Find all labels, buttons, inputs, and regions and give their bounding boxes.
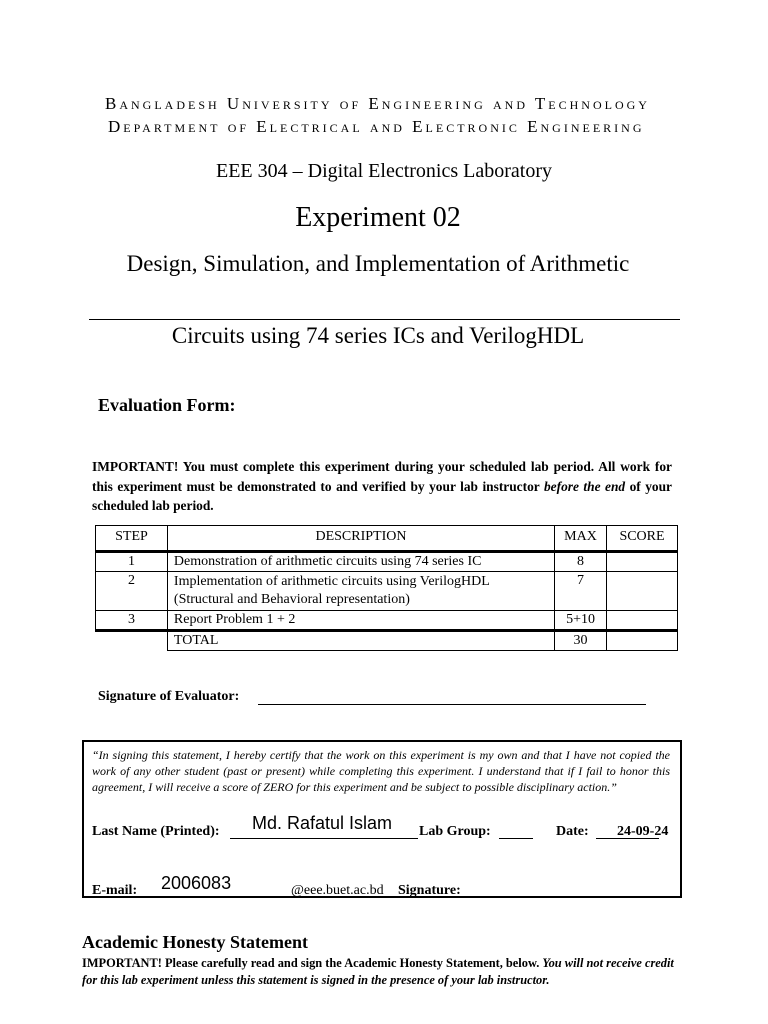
score-cell[interactable] <box>607 611 678 631</box>
lab-group-line[interactable] <box>499 838 533 839</box>
experiment-title-line2: Circuits using 74 series ICs and VerilogHDL <box>171 323 585 348</box>
score-cell[interactable] <box>607 552 678 572</box>
description-cell: Demonstration of arithmetic circuits using 74 series IC <box>167 552 554 572</box>
header-step: STEP <box>96 526 168 552</box>
max-cell: 8 <box>555 552 607 572</box>
step-cell: 1 <box>96 552 168 572</box>
header-score: SCORE <box>607 526 678 552</box>
description-line: Implementation of arithmetic circuits using VerilogHDL <box>173 574 490 589</box>
step-cell: 3 <box>96 611 168 631</box>
academic-important-italic: You will not receive credit for this lab experiment unless this statement is signed in the presence of your lab instructor. <box>82 956 674 987</box>
email-domain: @eee.buet.ac.bd <box>291 883 384 898</box>
department-name: Department of Electrical and Electronic Engineering <box>108 117 645 136</box>
date-label: Date: <box>556 824 589 839</box>
max-cell: 5+10 <box>555 611 607 631</box>
lab-group-label: Lab Group: <box>419 824 491 839</box>
evaluator-signature-line[interactable] <box>258 704 646 705</box>
last-name-line <box>230 838 418 839</box>
max-cell: 7 <box>555 572 607 611</box>
table-row <box>96 572 678 611</box>
important-text: You must complete this experiment during your scheduled lab period. All work for this experiment must be demonstrated to and verified by your lab instructor <box>92 459 672 494</box>
important-italic: before the end <box>543 478 626 494</box>
total-label: TOTAL <box>167 631 554 651</box>
important-text-end: of your scheduled lab period. <box>92 478 672 513</box>
evaluation-table <box>95 525 678 651</box>
academic-important-text: Please carefully read and sign the Academic Honesty Statement, below. <box>164 956 540 970</box>
experiment-number: Experiment 02 <box>295 202 461 233</box>
academic-honesty-heading: Academic Honesty Statement <box>82 932 308 952</box>
honesty-quote: “In signing this statement, I hereby certify that the work on this experiment is my own and that I have not copied the work of any other student (past or present) while completing this experiment. I understand that if I fail to honor this agreement, I will receive a score of ZERO for this experiment and be subject to possible disciplinary action.” <box>92 748 670 794</box>
description-cell: Report Problem 1 + 2 <box>167 611 554 631</box>
important-label: IMPORTANT! <box>92 459 179 474</box>
academic-important-label: IMPORTANT! <box>82 956 162 970</box>
academic-honesty-note <box>82 955 682 989</box>
total-row <box>96 631 678 651</box>
experiment-title-line1: Design, Simulation, and Implementation of Arithmetic <box>126 251 630 276</box>
header-max: MAX <box>555 526 607 552</box>
last-name-value[interactable]: Md. Rafatul Islam <box>252 813 393 833</box>
table-header-row <box>96 526 678 552</box>
table-row <box>96 552 678 572</box>
table-row <box>96 611 678 631</box>
title-divider <box>89 319 680 320</box>
date-value[interactable]: 24-09-24 <box>617 824 669 839</box>
description-cell <box>167 572 554 611</box>
score-cell[interactable] <box>607 572 678 611</box>
date-line <box>596 838 659 839</box>
signature-label: Signature: <box>398 883 461 898</box>
evaluator-signature-label: Signature of Evaluator: <box>98 689 240 704</box>
evaluation-heading: Evaluation Form: <box>98 395 236 415</box>
university-name: Bangladesh University of Engineering and Technology <box>105 94 650 113</box>
email-value[interactable]: 2006083 <box>161 873 232 893</box>
course-title: EEE 304 – Digital Electronics Laboratory <box>215 160 552 182</box>
total-score[interactable] <box>607 631 678 651</box>
email-label: E-mail: <box>92 883 138 898</box>
step-cell: 2 <box>96 572 168 611</box>
last-name-label: Last Name (Printed): <box>92 824 220 839</box>
description-line: (Structural and Behavioral representation) <box>173 592 410 607</box>
header-description: DESCRIPTION <box>167 526 554 552</box>
total-max: 30 <box>555 631 607 651</box>
evaluation-important-note <box>92 457 672 516</box>
